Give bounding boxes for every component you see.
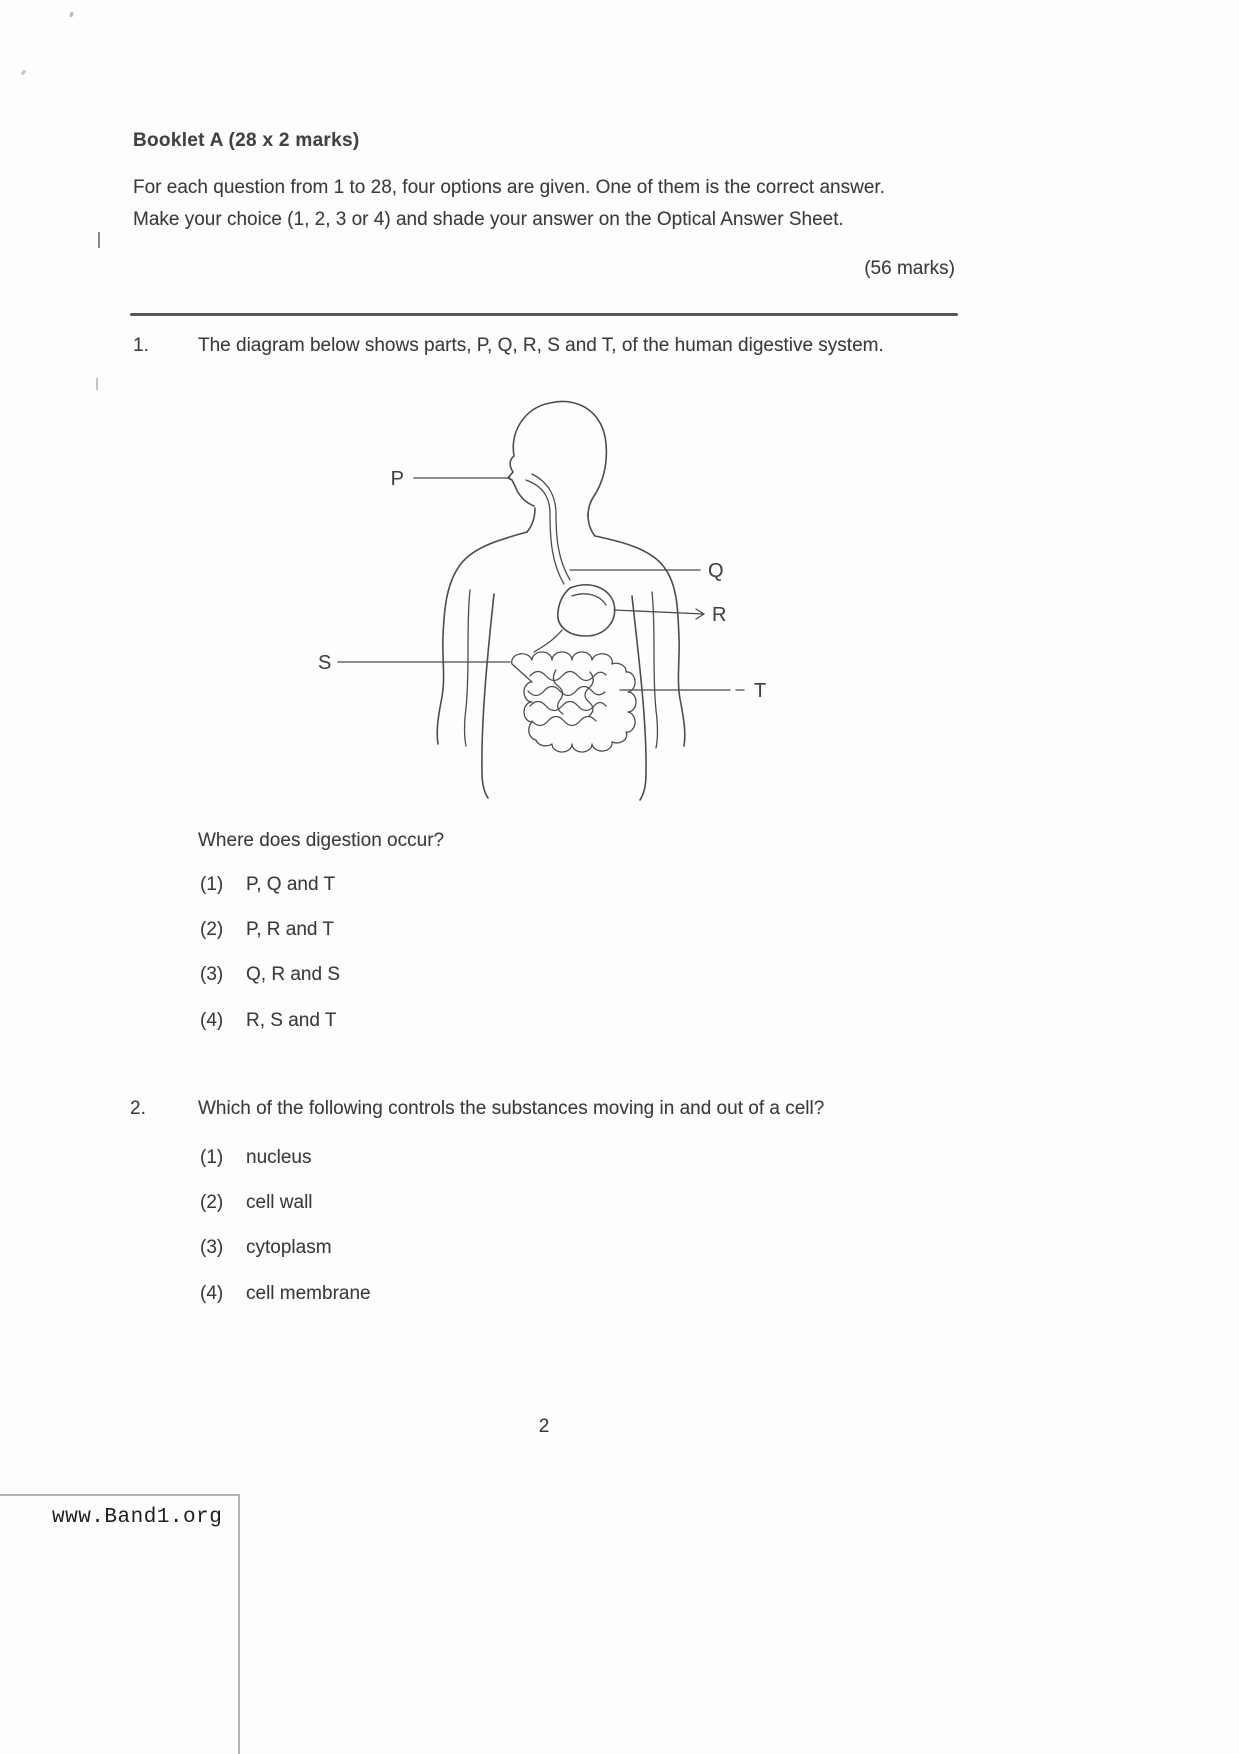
option-label: (2) (200, 1192, 224, 1213)
option-label: (3) (200, 1237, 224, 1258)
question-2-option-4 (200, 1283, 371, 1305)
option-text: nucleus (246, 1147, 312, 1168)
instructions-line-1: For each question from 1 to 28, four options are given. One of them is the correct answer. (133, 177, 885, 198)
digestive-system-diagram (298, 388, 818, 818)
diagram-label-p: P (390, 468, 404, 490)
small-intestine-squiggle-3 (530, 702, 606, 711)
question-1-text: The diagram below shows parts, P, Q, R, S and T, of the human digestive system. (198, 335, 884, 356)
option-label: (1) (200, 874, 224, 895)
neck-left-line (527, 508, 535, 532)
question-1-number: 1. (133, 335, 149, 356)
head-outline (508, 401, 606, 516)
small-intestine-squiggle-2 (528, 687, 605, 696)
esophagus-line-2 (532, 474, 570, 580)
esophagus-line-1 (526, 480, 564, 584)
neck-right-line (588, 514, 595, 536)
option-text: R, S and T (246, 1010, 337, 1031)
small-intestine-squiggle-4 (532, 717, 596, 726)
question-1-option-4 (200, 1010, 336, 1032)
question-1-option-1 (200, 874, 335, 896)
diagram-label-t: T (754, 680, 767, 702)
option-label: (1) (200, 1147, 224, 1168)
option-label: (2) (200, 919, 224, 940)
digestive-system-figure (298, 388, 818, 818)
option-label: (4) (200, 1283, 224, 1304)
small-intestine-squiggle-1 (530, 672, 606, 681)
instructions-line-2: Make your choice (1, 2, 3 or 4) and shade your answer on the Optical Answer Sheet. (133, 209, 844, 231)
stomach-outline (558, 585, 615, 636)
question-2-option-2 (200, 1192, 313, 1214)
diagram-label-q: Q (708, 560, 724, 582)
option-text: cytoplasm (246, 1237, 332, 1258)
right-arm-outer-outline (595, 536, 685, 746)
scan-artifact (21, 70, 27, 76)
duodenum-line (534, 630, 562, 652)
question-1-option-3 (200, 964, 340, 986)
option-label: (4) (200, 1010, 224, 1031)
question-1-option-2 (200, 919, 334, 941)
scan-artifact (98, 232, 100, 248)
option-text: P, R and T (246, 919, 335, 940)
diagram-label-r: R (712, 604, 727, 626)
option-label: (3) (200, 964, 224, 985)
option-text: cell membrane (246, 1283, 371, 1304)
watermark-frame (0, 1494, 240, 1754)
torso-right-outline (632, 596, 646, 800)
watermark-text: www.Band1.org (52, 1506, 223, 1529)
question-2-text: Which of the following controls the substances moving in and out of a cell? (198, 1098, 825, 1119)
question-1-sub-question: Where does digestion occur? (198, 830, 445, 851)
scan-artifact (69, 12, 74, 18)
question-2-option-1 (200, 1147, 312, 1169)
label-line-r (614, 610, 704, 614)
option-text: cell wall (246, 1192, 313, 1213)
horizontal-divider (130, 313, 958, 316)
diagram-label-s: S (318, 652, 332, 674)
left-arm-outer-outline (437, 532, 527, 744)
page-number: 2 (538, 1416, 550, 1437)
scan-artifact (96, 378, 98, 390)
option-text: Q, R and S (246, 964, 340, 985)
booklet-title: Booklet A (28 x 2 marks) (133, 130, 360, 151)
option-text: P, Q and T (246, 874, 336, 895)
marks-note: (56 marks) (864, 258, 955, 279)
left-arm-inner-line (465, 590, 471, 746)
instructions-paragraph (133, 172, 961, 237)
question-2-number: 2. (130, 1098, 146, 1119)
question-2-option-3 (200, 1237, 332, 1259)
stomach-inner-fold (572, 594, 606, 605)
torso-left-outline (482, 594, 494, 798)
right-arm-inner-line (652, 592, 658, 748)
